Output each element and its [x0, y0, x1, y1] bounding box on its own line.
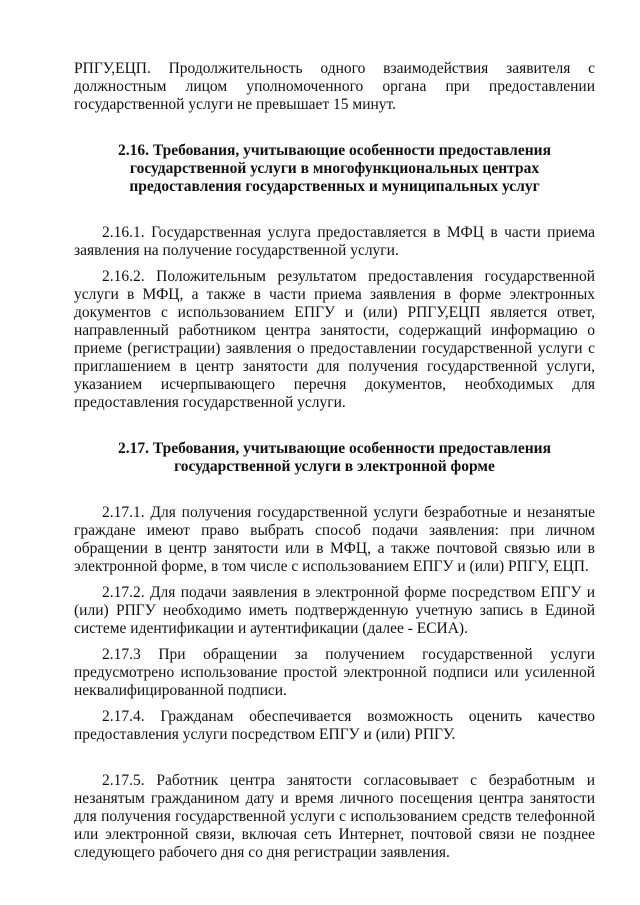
- paragraph-2-17-3: 2.17.3 При обращении за получением государственной услуги предусмотрено использование простой электронной подписи или усиленной неквалифицированной подписи.: [74, 646, 595, 699]
- paragraph-2-17-1: 2.17.1. Для получения государственной услуги безработные и незанятые граждане имеют право выбрать способ подачи заявления: при личном обращении в центр занятости или в МФЦ, а также почтовой связью или в электронной форме, в том числе с использованием ЕПГУ и (или) РПГУ, ЕЦП.: [74, 504, 595, 575]
- paragraph-2-16-2: 2.16.2. Положительным результатом предоставления государственной услуги в МФЦ, а также в части приема заявления в форме электронных документов с использованием ЕПГУ и (или) РПГУ,ЕЦП является ответ, направленный работником центра занятости, содержащий информацию о приеме (регистрации) заявления о предоставлении государственной услуги с приглашением в центр занятости для получения государственной услуги, указанием исчерпывающего перечня документов, необходимых для предоставления государственной услуги.: [74, 268, 595, 411]
- section-2-17-heading: 2.17. Требования, учитывающие особенности предоставления государственной услуги в электронной форме: [118, 440, 551, 475]
- section-2-16-heading: 2.16. Требования, учитывающие особенности предоставления государственной услуги в многофункциональных центрах предоставления государственных и муниципальных услуг: [118, 142, 551, 195]
- intro-paragraph: РПГУ,ЕЦП. Продолжительность одного взаимодействия заявителя с должностным лицом уполномоченного органа при предоставлении государственной услуги не превышает 15 минут.: [74, 60, 595, 113]
- document-page: [74, 60, 595, 862]
- paragraph-2-16-1: 2.16.1. Государственная услуга предоставляется в МФЦ в части приема заявления на получение государственной услуги.: [74, 224, 595, 259]
- paragraph-2-17-4: 2.17.4. Гражданам обеспечивается возможность оценить качество предоставления услуги посредством ЕПГУ и (или) РПГУ.: [74, 708, 595, 743]
- paragraph-2-17-2: 2.17.2. Для подачи заявления в электронной форме посредством ЕПГУ и (или) РПГУ необходимо иметь подтвержденную учетную запись в Единой системе идентификации и аутентификации (далее - ЕСИА).: [74, 584, 595, 637]
- paragraph-2-17-5: 2.17.5. Работник центра занятости согласовывает с безработным и незанятым гражданином дату и время личного посещения центра занятости для получения государственной услуги с использованием средств телефонной или электронной связи, включая сеть Интернет, почтовой связи не позднее следующего рабочего дня со дня регистрации заявления.: [74, 772, 595, 861]
